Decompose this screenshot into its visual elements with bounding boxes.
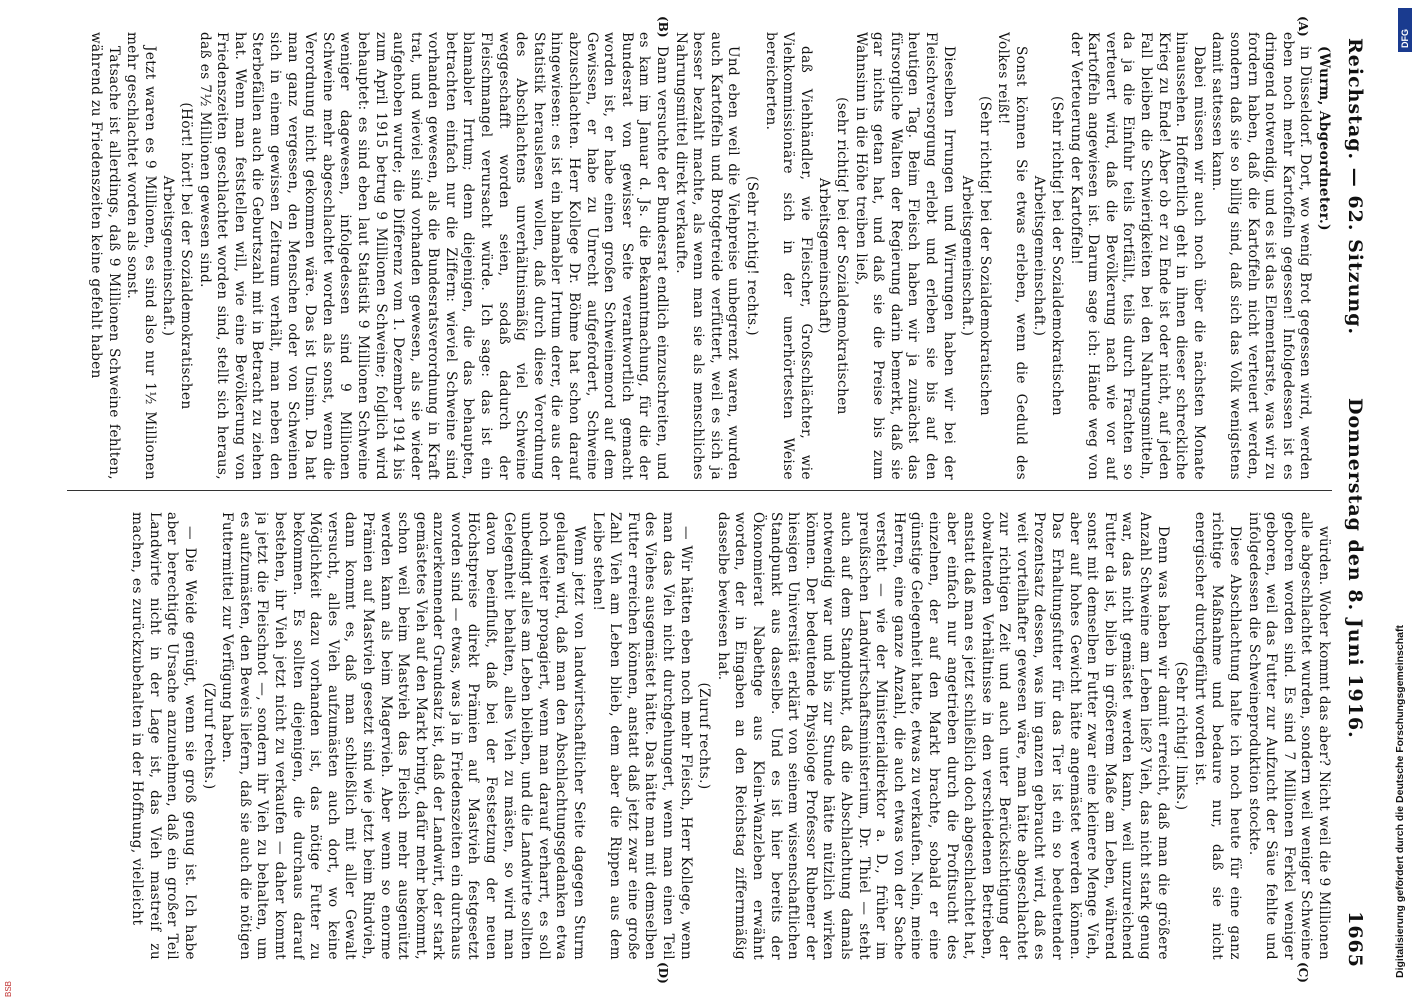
margin-marker-d: (D) (656, 962, 670, 984)
paragraph: (Sehr richtig! bei der Sozialdemokratischen Arbeitsgemeinschaft.) (1031, 96, 1066, 416)
paragraph: (sehr richtig! bei der Sozialdemokratischen Arbeitsgemeinschaft) (816, 97, 850, 415)
paragraph: würden. Woher kommt das aber? Nicht weil die 9 Millionen alle abgeschlachtet wurden, sondern weil weniger Schweine geboren worden sind. Es sind 7 Millionen Ferkel weniger geboren, weil das Futter zur Aufzucht der Säue fehlte und infolgedessen die Schweineproduktion stockte. (1245, 512, 1332, 960)
margin-marker-a: (A) (1296, 16, 1310, 37)
margin-marker-c: (C) (1296, 962, 1310, 983)
page-header (1336, 38, 1366, 968)
margin-marker-b: (B) (656, 16, 670, 38)
dfg-logo: DFG (1398, 8, 1412, 52)
paragraph: Jetzt waren es 9 Millionen, es sind also nur 1½ Millionen mehr geschlachtet worden als sonst. (124, 32, 158, 480)
column-divider (67, 490, 1332, 491)
paragraph: daß Viehhändler, wie Fleischer, Großschlächter, wie Viehkommissionäre sich in der unerhörtesten Weise bereicherten. (762, 32, 814, 480)
header-date: Donnerstag den 8. Juni 1916. (1344, 398, 1366, 739)
paragraph: (Hört! hört! bei der Sozialdemokratischen Arbeitsgemeinschaft.) (160, 102, 194, 410)
paragraph: Wenn jetzt von landwirtschaftlicher Seite dagegen Sturm gelaufen wird, daß man den Abschlachtungsgedanken etwa noch weiter propagiert, wenn man darauf verharrt, es soll unbedingt alles am Leben bleiben, und die Landwirte sollten Gelegenheit behalten, alles Vieh zu mästen, so wird man davon beeinflußt, daß bei der Festsetzung der neuen Höchstpreise direkt Prämien auf Mastvieh festgesetzt worden sind — etwas, was ja in Friedenszeiten ein durchaus anzuerkennender Grundsatz ist, daß der Landwirt, der stark gemästetes Vieh auf den Markt bringt, dafür mehr bekommt, schon weil beim Mastvieh das Fleisch mehr ausgenützt werden kann als beim Magervieh. Aber wenn so enorme Prämien auf Mastvieh gesetzt sind wie jetzt beim Rindvieh, dann kommt es, daß man schließlich mit aller Gewalt versucht, alles Vieh aufzumästen auch dort, wo keine Möglichkeit dazu vorhanden ist, das nötige Futter zu bekommen. Es sollten diejenigen, die durchaus darauf bestehen, ihr Vieh jetzt nicht zu verkaufen — daher kommt ja jetzt die Fleischnot —, sondern ihr Vieh zu behalten, um es aufzumästen, den Beweis liefern, daß sie auch die nötigen Futtermittel zur Verfügung haben. (219, 512, 588, 960)
paragraph: Diese Abschlachtung halte ich noch heute für eine ganz richtige Maßnahme und bedaure nur, daß sie nicht energischer durchgeführt worden ist. (1191, 512, 1244, 960)
library-mark: BSB (4, 980, 13, 997)
paragraph: (Sehr richtig! bei der Sozialdemokratischen Arbeitsgemeinschaft.) (959, 96, 993, 416)
paragraph: Sonst können Sie etwas erleben, wenn die Geduld des Volkes reißt! (995, 32, 1029, 480)
paragraph: (Wurm, Abgeordneter.) (1316, 46, 1332, 231)
paragraph: Und eben weil die Viehpreise unbegrenzt waren, wurden auch Kartoffeln und Brotgetreide verfüttert, weil es sich ja besser bezahlt machte, als wenn man sie als menschliches Nahrungsmittel direkt verkaufte. (672, 32, 742, 480)
paragraph: (Sehr richtig! rechts.) (744, 176, 760, 336)
paragraph: Dabei müssen wir auch noch über die nächsten Monate hinaussehen. Hoffentlich geht in ihnen dieser schreckliche Krieg zu Ende! Aber ob er zu Ende ist oder nicht, auf jeden Fall bleiben die Schwierigkeiten bei den Nahrungsmitteln, da ja die Einfuhr teils fortfällt, teils durch Frachten so verteuert wird, daß die Bevölkerung nach wie vor auf Kartoffeln angewiesen ist. Darum sage ich: Hände weg von der Verteuerung der Kartoffeln! (1067, 32, 1207, 480)
paragraph: (Zuruf rechts.) (200, 682, 217, 790)
header-session: Reichstag. — 62. Sitzung. (1344, 38, 1366, 336)
paragraph: Denn was haben wir damit erreicht, daß man die größere Anzahl Schweine am Leben ließ? Vieh, das nicht stark genug war, das nicht gemästet werden kann, weil unzureichend Futter da ist, blieb in größerem Maße am Leben, während sonst mit demselben Futter zwar eine kleinere Menge Vieh, aber auf hohes Gewicht hätte angemästet werden können. Das Erhaltungsfutter für das Tier ist ein so bedeutender Prozentsatz dessen, was im ganzen gebraucht wird, daß es weit vorteilhafter gewesen wäre, man hätte abgeschlachtet zur richtigen Zeit und auch unter Berücksichtigung der obwaltenden Verhältnisse in den verschiedenen Betrieben, anstatt daß man es jetzt schließlich doch abgeschlachtet hat, aber einfach nur angetrieben durch die Profitsucht des einzelnen, der auf den Markt brachte, sobald er eine günstige Gelegenheit hatte, etwas zu verkaufen. Nein, meine Herren, eine ganze Anzahl, die auch etwas von der Sache versteht — wie der Ministerialdirektor a. D., früher im preußischen Landwirtschaftsministerium, Dr. Thiel — steht auch auf dem Standpunkt, daß die Abschlachtung damals notwendig war und bis zur Stunde hätte nützlich wirken können. Der bedeutende Physiologe Professor Rubener der hiesigen Universität erklärt von seinem wissenschaftlichen Standpunkt aus dasselbe. Und es ist hier bereits der Ökonomierat Nabethge aus Klein-Wanzleben erwähnt worden, der in Eingaben an den Reichstag ziffernmäßig dasselbe bewiesen hat. (714, 512, 1171, 960)
paragraph: (Zuruf rechts.) (696, 682, 713, 790)
rotated-document-page (52, 16, 1370, 984)
paragraph: in Düsseldorf. Dort, wo wenig Brot gegessen wird, werden eben noch mehr Kartoffeln gegessen! Infolgedessen ist es dringend notwendig, und es ist das Elementarste, was wir zu fordern haben, daß die Kartoffeln nicht verteuert werden, sondern daß sie so billig sind, daß sich das Volk wenigstens damit sattessen kann. (1209, 32, 1314, 480)
paragraph: (Sehr richtig! links.) (1173, 661, 1190, 811)
paragraph: — Wir hätten eben noch mehr Fleisch, Herr Kollege, wenn man das Vieh nicht durchgehungert, wenn man einen Teil des Viehes ausgemästet hätte. Das hätte man mit demselben Futter erreichen können, anstatt daß jetzt zwar eine große Zahl Vieh am Leben blieb, dem aber die Rippen aus dem Leibe stehen! (589, 512, 694, 960)
paragraph: Dann versuchte der Bundesrat endlich einzuschreiten, und es kam im Januar d. Js. die Bekanntmachung, für die der Bundesrat von gewisser Seite verantwortlich gemacht worden ist, er habe einen großen Schweinemord auf dem Gewissen, er habe zu Unrecht aufgefordert, Schweine abzuschlachten. Herr Kollege Dr. Böhme hat schon darauf hingewiesen: es ist ein blamabler Irrtum derer, die aus der Statistik herauslesen wollen, daß durch diese Verordnung des Abschlachtens unverhältnismäßig viel Schweine weggeschafft worden seien, sodaß dadurch der Fleischmangel verursacht würde. Ich sage: das ist ein blamabler Irrtum; denn diejenigen, die das behaupten, betrachten einfach nur die Ziffern: wieviel Schweine sind vorhanden gewesen, als die Bundesratsverordnung in Kraft trat, und wieviel sind vorhanden gewesen, als sie wieder aufgehoben wurde; die Differenz vom 1. Dezember 1914 bis zum April 1915 betrug 9 Millionen Schweine; folglich wird behauptet: es sind eben laut Statistik 9 Millionen Schweine weniger dagewesen, infolgedessen sind 9 Millionen Schweine mehr abgeschlachtet worden als sonst, wenn die Verordnung nicht gekommen wäre. Das ist Unsinn. Da hat man ganz vergessen, den Menschen oder von Schweinen sich in einem gewissen Zeitraum verhält, man neben den Sterbefällen auch die Geburtszahl mit in Betracht zu ziehen hat. Wenn man feststellen will, wie eine Bevölkerung von Friedenszeiten geschlachtet worden sind, stellt sich heraus, daß es 7½ Millionen gewesen sind. (196, 32, 671, 480)
header-page-number: 1665 (1344, 911, 1366, 968)
digitization-note: Digitalisierung gefördert durch die Deutsche Forschungsgemeinschaft (1394, 625, 1406, 978)
paragraph: — Die Weide genügt, wenn sie groß genug ist. Ich habe aber berechtigte Ursache anzunehmen, daß ein großer Teil Landwirte nicht in der Lage ist, das Vieh mastreif zu machen, es zurückzubehalten in der Hoffnung, vielleicht (129, 512, 198, 960)
left-text-column (62, 32, 1332, 480)
paragraph: Dieselben Irrungen und Wirrungen haben wir bei der Fleischversorgung erlebt und erleben sie bis auf den heutigen Tag. Beim Fleisch haben wir ja zunächst das fürsorgliche Walten der Regierung darin bemerkt, daß sie gar nichts getan hat, und daß sie die Preise bis zum Wahnsinn in die Höhe treiben ließ, (852, 32, 957, 480)
paragraph: Tatsache ist allerdings, daß 9 Millionen Schweine fehlten, während zu Friedenszeiten keine gefehlt haben (88, 32, 122, 480)
right-text-column (62, 512, 1332, 960)
